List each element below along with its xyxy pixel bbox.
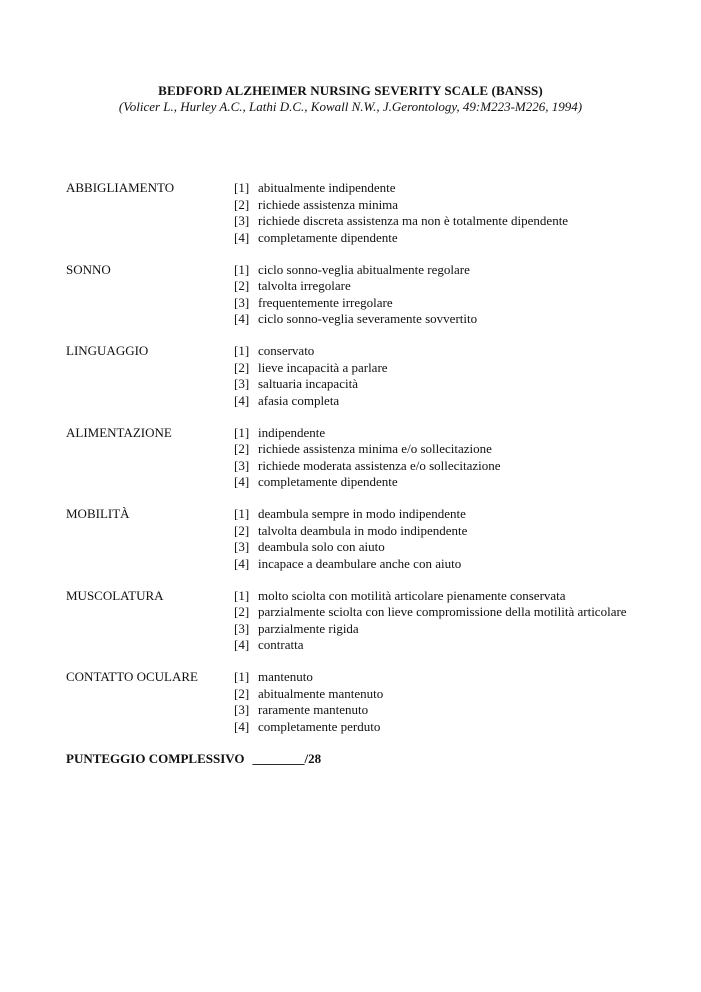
option-text: completamente dipendente bbox=[258, 474, 398, 489]
option-4 bbox=[234, 719, 383, 736]
item-options bbox=[234, 262, 477, 328]
option-text: parzialmente rigida bbox=[258, 620, 359, 636]
option-2 bbox=[234, 278, 477, 295]
option-score: [3] bbox=[234, 620, 250, 636]
total-score bbox=[66, 751, 321, 767]
option-score: [2] bbox=[234, 522, 250, 538]
option-2 bbox=[234, 441, 501, 458]
option-4 bbox=[234, 556, 467, 573]
total-score-label: PUNTEGGIO COMPLESSIVO bbox=[66, 751, 245, 766]
option-3 bbox=[234, 539, 467, 556]
option-1 bbox=[234, 506, 467, 523]
scale-item-mobilita bbox=[66, 506, 686, 588]
option-score: [2] bbox=[234, 685, 250, 701]
item-name: ALIMENTAZIONE bbox=[66, 424, 172, 440]
item-name: CONTATTO OCULARE bbox=[66, 669, 198, 684]
item-options bbox=[234, 506, 467, 572]
total-score-blank: ________/28 bbox=[252, 751, 322, 766]
option-3 bbox=[234, 621, 627, 638]
option-4 bbox=[234, 311, 477, 328]
option-3 bbox=[234, 213, 568, 230]
option-text: completamente dipendente bbox=[258, 229, 398, 245]
option-score: [3] bbox=[234, 213, 250, 228]
option-score: [2] bbox=[234, 604, 250, 619]
option-3 bbox=[234, 376, 388, 393]
option-score: [2] bbox=[234, 359, 250, 375]
scale-item-contatto-oculare bbox=[66, 669, 686, 751]
option-score: [4] bbox=[234, 718, 250, 734]
option-score: [4] bbox=[234, 311, 250, 326]
option-text: talvolta irregolare bbox=[258, 278, 351, 293]
option-score: [3] bbox=[234, 702, 250, 717]
option-2 bbox=[234, 604, 627, 621]
option-1 bbox=[234, 180, 568, 197]
option-text: ciclo sonno-veglia severamente sovvertito bbox=[258, 311, 478, 326]
option-score: [3] bbox=[234, 294, 250, 310]
option-3 bbox=[234, 458, 501, 475]
option-text: richiede moderata assistenza e/o sollecitazione bbox=[258, 457, 501, 473]
option-text: frequentemente irregolare bbox=[258, 294, 393, 310]
option-score: [3] bbox=[234, 376, 250, 391]
item-options bbox=[234, 180, 568, 246]
document-title: BEDFORD ALZHEIMER NURSING SEVERITY SCALE (BANSS) bbox=[158, 83, 543, 98]
option-score: [1] bbox=[234, 506, 250, 521]
scale-item-abbigliamento bbox=[66, 180, 686, 262]
option-2 bbox=[234, 686, 383, 703]
scale-items bbox=[66, 180, 686, 751]
option-score: [4] bbox=[234, 474, 250, 489]
item-options bbox=[234, 425, 501, 491]
option-text: raramente mantenuto bbox=[258, 702, 369, 717]
option-4 bbox=[234, 637, 627, 654]
item-name: ABBIGLIAMENTO bbox=[66, 180, 175, 195]
option-score: [1] bbox=[234, 180, 250, 195]
option-text: afasia completa bbox=[258, 392, 340, 408]
option-score: [3] bbox=[234, 539, 250, 554]
option-text: parzialmente sciolta con lieve compromissione della motilità articolare bbox=[258, 604, 627, 619]
option-text: deambula sempre in modo indipendente bbox=[258, 506, 466, 521]
option-score: [2] bbox=[234, 278, 250, 293]
option-text: richiede discreta assistenza ma non è totalmente dipendente bbox=[258, 213, 569, 228]
option-2 bbox=[234, 197, 568, 214]
scale-item-sonno bbox=[66, 262, 686, 344]
option-score: [1] bbox=[234, 343, 250, 358]
option-text: abitualmente mantenuto bbox=[258, 685, 384, 701]
item-options bbox=[234, 669, 383, 735]
option-text: completamente perduto bbox=[258, 718, 381, 734]
option-1 bbox=[234, 262, 477, 279]
scale-item-alimentazione bbox=[66, 425, 686, 507]
option-text: mantenuto bbox=[258, 669, 313, 684]
option-score: [4] bbox=[234, 392, 250, 408]
option-score: [4] bbox=[234, 637, 250, 652]
option-2 bbox=[234, 360, 388, 377]
scale-item-linguaggio bbox=[66, 343, 686, 425]
option-2 bbox=[234, 523, 467, 540]
option-text: incapace a deambulare anche con aiuto bbox=[258, 555, 462, 571]
option-text: abitualmente indipendente bbox=[258, 180, 396, 195]
option-1 bbox=[234, 669, 383, 686]
option-score: [1] bbox=[234, 669, 250, 684]
option-1 bbox=[234, 343, 388, 360]
item-options bbox=[234, 343, 388, 409]
option-text: saltuaria incapacità bbox=[258, 376, 358, 391]
option-3 bbox=[234, 702, 383, 719]
option-text: conservato bbox=[258, 343, 315, 358]
option-text: contratta bbox=[258, 637, 304, 652]
option-score: [1] bbox=[234, 424, 250, 440]
option-score: [3] bbox=[234, 457, 250, 473]
option-score: [4] bbox=[234, 555, 250, 571]
option-1 bbox=[234, 588, 627, 605]
option-4 bbox=[234, 230, 568, 247]
option-text: molto sciolta con motilità articolare pienamente conservata bbox=[258, 587, 566, 603]
option-text: ciclo sonno-veglia abitualmente regolare bbox=[258, 261, 470, 277]
option-text: talvolta deambula in modo indipendente bbox=[258, 522, 468, 538]
option-text: indipendente bbox=[258, 424, 326, 440]
citation: (Volicer L., Hurley A.C., Lathi D.C., Kowall N.W., J.Gerontology, 49:M223-M226, 1994) bbox=[118, 99, 583, 114]
option-4 bbox=[234, 393, 388, 410]
option-4 bbox=[234, 474, 501, 491]
option-1 bbox=[234, 425, 501, 442]
option-score: [2] bbox=[234, 441, 250, 456]
option-score: [1] bbox=[234, 587, 250, 603]
option-score: [1] bbox=[234, 261, 250, 277]
item-name: MOBILITÀ bbox=[66, 506, 130, 521]
item-name: MUSCOLATURA bbox=[66, 587, 164, 603]
option-score: [4] bbox=[234, 229, 250, 245]
item-name: SONNO bbox=[66, 261, 111, 277]
option-text: lieve incapacità a parlare bbox=[258, 359, 388, 375]
item-name: LINGUAGGIO bbox=[66, 343, 149, 358]
option-score: [2] bbox=[234, 196, 250, 212]
option-3 bbox=[234, 295, 477, 312]
option-text: deambula solo con aiuto bbox=[258, 539, 385, 554]
option-text: richiede assistenza minima e/o sollecitazione bbox=[258, 441, 492, 456]
scale-item-muscolatura bbox=[66, 588, 686, 670]
item-options bbox=[234, 588, 627, 654]
option-text: richiede assistenza minima bbox=[258, 196, 399, 212]
